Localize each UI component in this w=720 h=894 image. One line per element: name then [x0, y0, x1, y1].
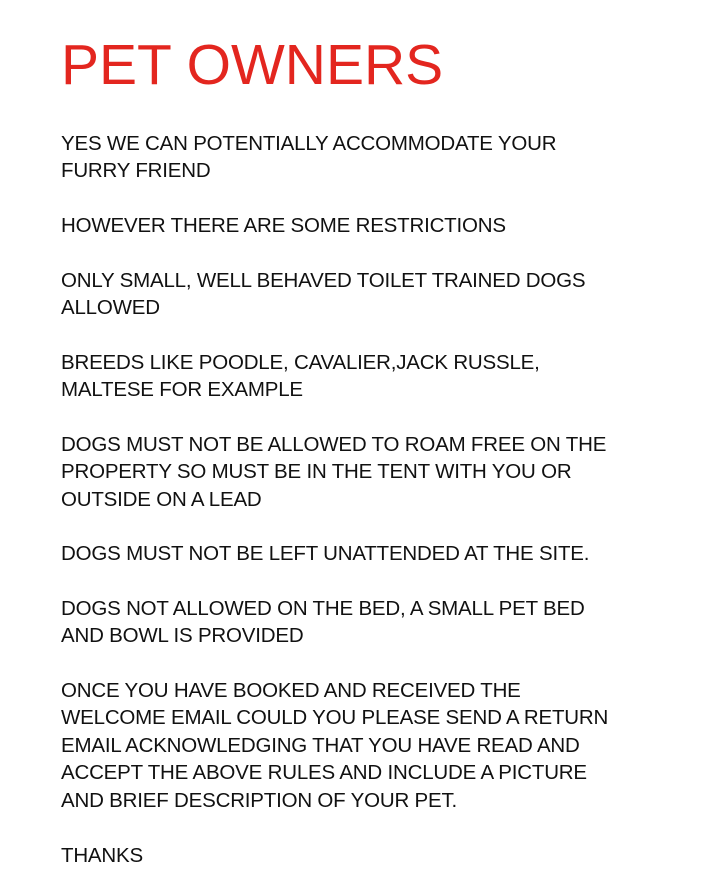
paragraph-restrictions: HOWEVER THERE ARE SOME RESTRICTIONS — [61, 214, 506, 237]
paragraph-breeds: BREEDS LIKE POODLE, CAVALIER,JACK RUSSLE, MALTESE FOR EXAMPLE — [61, 351, 540, 402]
paragraph-email-instructions: ONCE YOU HAVE BOOKED AND RECEIVED THE WELCOME EMAIL COULD YOU PLEASE SEND A RETURN EMAIL ACKNOWLEDGING THAT YOU HAVE READ AND ACCEPT THE ABOVE RULES AND INCLUDE A PICTURE AND BRIEF DESCRIPTION OF YOUR PET. — [61, 679, 609, 812]
paragraph-thanks: THANKS — [61, 844, 143, 867]
paragraph-small-dogs: ONLY SMALL, WELL BEHAVED TOILET TRAINED DOGS ALLOWED — [61, 269, 586, 320]
paragraph-accommodate: YES WE CAN POTENTIALLY ACCOMMODATE YOUR FURRY FRIEND — [61, 132, 557, 183]
paragraph-roam-free: DOGS MUST NOT BE ALLOWED TO ROAM FREE ON THE PROPERTY SO MUST BE IN THE TENT WITH YOU OR OUTSIDE ON A LEAD — [61, 433, 607, 511]
document — [61, 30, 691, 867]
paragraph-bed: DOGS NOT ALLOWED ON THE BED, A SMALL PET BED AND BOWL IS PROVIDED — [61, 597, 585, 648]
paragraph-unattended: DOGS MUST NOT BE LEFT UNATTENDED AT THE SITE. — [61, 542, 590, 565]
page-title: PET OWNERS — [61, 33, 444, 97]
